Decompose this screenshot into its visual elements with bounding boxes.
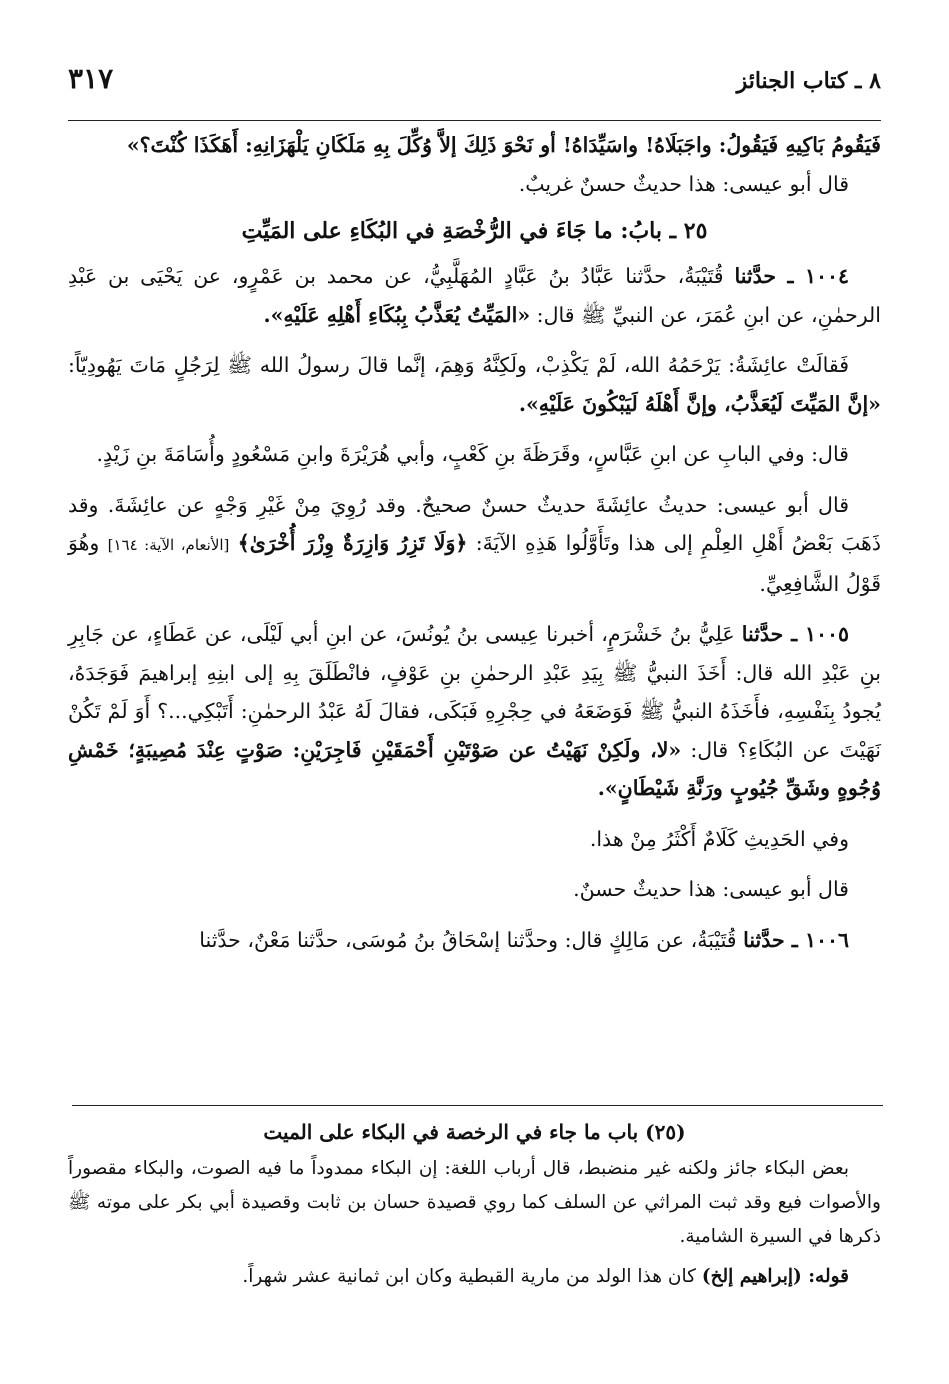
hadith-matn: «المَيِّتُ يُعَذَّبُ بِبُكَاءِ أَهْلِهِ عَلَيْهِ». bbox=[263, 302, 531, 327]
paragraph-bab: قال: وفي البابِ عن ابنِ عَبَّاسٍ، وقَرَظَةَ بنِ كَعْبٍ، وأبي هُرَيْرَةَ وابنِ مَسْعُودٍ وأُسَامَةَ بنِ زَيْدٍ. bbox=[96, 442, 849, 466]
abu-isa-text: قال أبو عيسى: حديثُ عائِشَةَ حديثٌ حسنٌ صحيحٌ. وقد رُوِيَ مِنْ غَيْرِ وَجْهٍ عن عائِشَةَ. وقد ذَهَبَ بَعْضُ أَهْلِ العِلْمِ إلى هذا وتَأَوَّلُوا هَذِهِ الآيَةَ: bbox=[68, 492, 881, 555]
footnotes bbox=[68, 1112, 881, 1294]
page-header bbox=[68, 62, 881, 102]
hadith-number: ١٠٠٦ ـ حدَّثنا bbox=[743, 927, 849, 952]
quran-reference: [الأنعام، الآية: ١٦٤] bbox=[107, 536, 230, 554]
chapter-heading-25: ٢٥ ـ بابُ: ما جَاءَ في الرُّخْصَةِ في البُكَاءِ على المَيِّتِ bbox=[241, 218, 708, 244]
hadith-number: ١٠٠٤ ـ حدَّثنا bbox=[734, 264, 849, 288]
paragraph-continuation: فَيَقُومُ بَاكِيهِ فَيَقُولُ: واجَبَلَاهُ! واسَيِّدَاهُ! أو نَحْوَ ذَلِكَ إلاَّ وُكِّلَ بِهِ مَلَكَانِ يَلْهَزَانِهِ: أَهَكَذَا كُنْتَ؟» bbox=[126, 133, 881, 157]
hadith-number: ١٠٠٥ ـ حدَّثنا bbox=[741, 622, 849, 646]
paragraph-abu-isa-hasan: قال أبو عيسى: هذا حديثٌ حسنٌ. bbox=[573, 877, 849, 901]
aisha-quote: «إنَّ المَيِّتَ لَيُعَذَّبُ، وإنَّ أَهْلَهُ لَيَبْكُونَ عَلَيْهِ». bbox=[518, 391, 881, 416]
main-text bbox=[68, 126, 881, 959]
page-number: ٣١٧ bbox=[68, 62, 114, 95]
hadith-1006 bbox=[68, 921, 881, 960]
footnote-1: بعض البكاء جائز ولكنه غير منضبط، قال أرباب اللغة: إن البكاء ممدوداً ما فيه الصوت، والبكاء مقصوراً والأصوات فيع وقد ثبت المراثي عن السلف كما روي قصيدة حسان بن ثابت وقصيدة أبي بكر على موته ﷺ ذكرها في السيرة الشامية. bbox=[68, 1158, 881, 1247]
footnote-heading: (٢٥) باب ما جاء في الرخصة في البكاء على الميت bbox=[263, 1120, 686, 1144]
footnote-2 bbox=[68, 1260, 881, 1294]
paragraph-abu-isa-gharib: قال أبو عيسى: هذا حديثٌ حسنٌ غريبٌ. bbox=[518, 171, 849, 196]
aisha-text: فَقالَتْ عائِشَةُ: يَرْحَمُهُ الله، لَمْ يَكْذِبْ، ولَكِنَّهُ وَهِمَ، إنَّما قالَ رسولُ الله ﷺ لِرَجُلٍ مَاتَ يَهُودِيّاً: bbox=[68, 353, 849, 377]
footnote-text: كان هذا الولد من مارية القبطية وكان ابن ثمانية عشر شهراً. bbox=[242, 1266, 696, 1287]
paragraph-hadith-more: وفي الحَدِيثِ كَلَامٌ أَكْثَرُ مِنْ هذا. bbox=[589, 826, 849, 851]
hadith-matn: «لا، ولَكِنْ نَهَيْتُ عن صَوْتَيْنِ أَحْمَقَيْنِ فَاجِرَيْنِ: صَوْتٍ عِنْدَ مُصِيبَةٍ؛ خَمْشِ وُجُوهٍ وشَقِّ جُيُوبٍ ورَنَّةِ شَيْطَانٍ». bbox=[68, 737, 881, 800]
hadith-isnad: قُتَيْبَةُ، حدَّثنا عَبَّادُ بنُ عَبَّادٍ المُهَلَّبِيُّ، عن محمد بن عَمْرٍو، عن يَحْيَى بن عَبْدِ الرحمٰنِ، عن ابنِ عُمَرَ، عن النبيِّ ﷺ قال: bbox=[68, 264, 881, 327]
paragraph-abu-isa-sahih bbox=[68, 486, 881, 604]
footnote-label: قوله: (إبراهيم إلخ) bbox=[701, 1266, 849, 1287]
abu-isa-tail: وهُوَ قَوْلُ الشَّافِعِيِّ. bbox=[68, 531, 881, 596]
hadith-1005 bbox=[68, 615, 881, 808]
paragraph-aisha bbox=[68, 346, 881, 423]
hadith-isnad: عَلِيُّ بنُ خَشْرَمٍ، أخبرنا عِيسى بنُ يُونُسَ، عن ابنِ أبي لَيْلَى، عن عَطَاءٍ، عن جَابِرِ بنِ عَبْدِ الله قال: أَخَذَ النبيُّ ﷺ بِيَدِ عَبْدِ الرحمٰنِ بنِ عَوْفٍ، فانْطَلَقَ بِهِ إلى ابنِهِ إبراهيمَ فَوَجَدَهُ، يُجودُ بِنَفْسِهِ، فأَخَذَهُ النبيُّ ﷺ فَوَضَعَهُ في حِجْرِهِ فَبَكَى، فقالَ لَهُ عَبْدُ الرحمٰنِ: أَتَبْكِي...؟ أَوَ لَمْ تَكُنْ نَهَيْتَ عن البُكَاءِ؟ قال: bbox=[68, 622, 881, 762]
header-rule bbox=[68, 120, 881, 121]
hadith-isnad: قُتَيْبَةُ، عن مَالِكٍ قال: وحدَّثنا إسْحَاقُ بنُ مُوسَى، حدَّثنا مَعْنٌ، حدَّثنا bbox=[199, 927, 737, 952]
footnote-rule bbox=[72, 1105, 883, 1106]
chapter-title: ٨ ـ كتاب الجنائز bbox=[736, 68, 881, 94]
hadith-1004 bbox=[68, 257, 881, 334]
quran-verse: ﴿وَلَا تَزِرُ وَازِرَةٌ وِزْرَ أُخْرَىٰ﴾ bbox=[237, 531, 468, 555]
